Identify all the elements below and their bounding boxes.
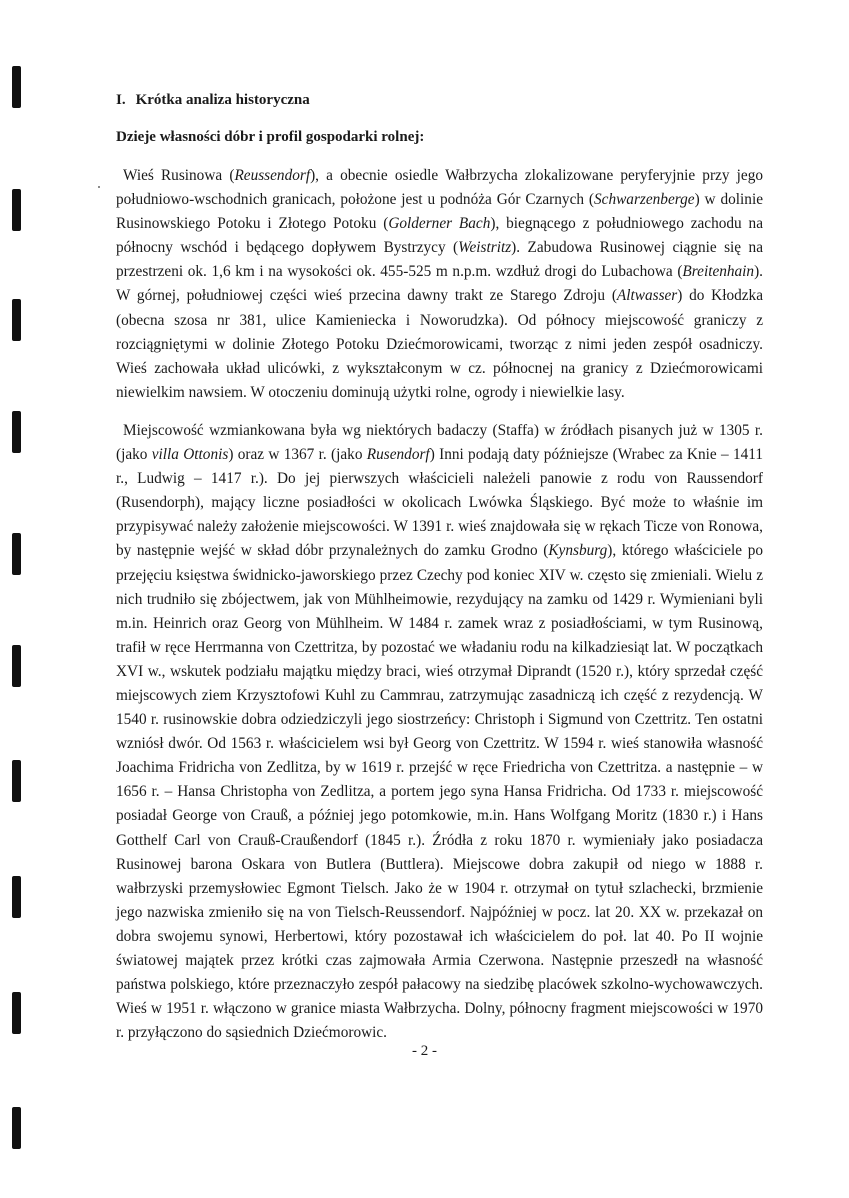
page-number: - 2 -: [412, 1043, 437, 1059]
german-name: Schwarzenberge: [594, 191, 695, 209]
scan-speck: [98, 186, 100, 188]
punch-hole-mark: [12, 1107, 21, 1149]
text-run: ), a obecnie osiedle Wałbrzycha zlokalizowane peryferyjnie przy jego południowo-wschodnich granicach, położone jest u podnóża Gór Czarnych (: [116, 167, 763, 209]
punch-hole-mark: [12, 66, 21, 108]
subsection-heading: Dzieje własności dóbr i profil gospodarki rolnej:: [116, 129, 425, 145]
paragraph-history: [116, 419, 763, 1045]
text-run: ) do Kłodzka (obecna szosa nr 381, ulice Kamieniecka i Noworudzka). Od północy miejscowość graniczy z rozciągniętymi w dolinie Złotego Potoku Dziećmorowicami, tworząc z nimi jeden zespół osadniczy. Wieś zachowała układ ulicówki, z wykształconym w cz. północnej na granicy z Dziećmorowicami niewielkim nawsiem. W otoczeniu dominują użytki rolne, ogrody i niewielkie lasy.: [116, 287, 763, 401]
text-run: Miejscowość wzmiankowana była wg niektórych badaczy (Staffa) w źródłach pisanych już w 1305 r. (jako: [116, 421, 763, 464]
historical-name: Rusendorf: [366, 446, 430, 464]
german-name: Altwasser: [616, 287, 678, 305]
historical-name: villa Ottonis: [151, 446, 229, 464]
punch-hole-mark: [12, 533, 21, 575]
section-heading: [116, 92, 763, 109]
punch-hole-mark: [12, 992, 21, 1034]
punch-hole-mark: [12, 189, 21, 231]
section-title: Krótka analiza historyczna: [135, 92, 310, 108]
punch-hole-mark: [12, 299, 21, 341]
document-body: [116, 92, 763, 1059]
german-name: Reussendorf: [234, 167, 311, 184]
german-name: Breitenhain: [682, 263, 755, 281]
punch-hole-mark: [12, 645, 21, 687]
text-run: ), biegnącego z południowego zachodu na północny wschód i będącego dopływem Bystrzycy (: [116, 215, 763, 257]
punch-hole-mark: [12, 760, 21, 802]
section-number: I.: [116, 92, 126, 108]
german-name: Weistritz: [458, 239, 512, 257]
text-run: ), którego właściciele po przejęciu księstwa świdnicko-jaworskiego przez Czechy pod koniec XIV w. często się zmieniali. Wielu z nich trudniło się zbójectwem, jak von Mühlheimowie, rezydujący na zamku od 1429 r. Wymieniani byli m.in. Heinrich oraz Georg von Mühlheim. W 1484 r. zamek wraz z posiadłościami, w tym Rusinową, trafił w ręce Herrmanna von Czettritza, by pozostać we władaniu rodu na kilkadziesiąt lat. W początkach XVI w., wskutek podziału majątku między braci, wieś otrzymał Diprandt (1520 r.), który sprzedał część miejscowych ziem Krzysztofowi Kuhl zu Cammrau, zatrzymując zasadniczą ich część z rezydencją. W 1540 r. rusinowskie dobra odziedziczyli jego siostrzeńcy: Christoph i Sigmund von Czettritz. Ten ostatni wzniósł dwór. Od 1563 r. właścicielem wsi był Georg von Czettritz. W 1594 r. wieś stanowiła własność Joachima Fridricha von Zedlitza, by w 1619 r. przejść w ręce Friedricha von Czettritza. a następnie – w 1656 r. – Hansa Christopha von Zedlitza, a portem jego syna Hansa Fridricha. Od 1733 r. miejscowość posiadał George von Crauß, a później jego potomkowie, m.in. Hans Wolfgang Moritz (1830 r.) i Hans Gotthelf Carl von Crauß-Craußendorf (1845 r.). Źródła z roku 1870 r. wymieniały jako posiadacza Rusinowej barona Oskara von Butlera (Buttlera). Miejscowe dobra zakupił od niego w 1888 r. wałbrzyski przemysłowiec Egmont Tielsch. Jako że w 1904 r. otrzymał on tytuł szlachecki, brzmienie jego nazwiska zmieniło się na von Tielsch-Reussendorf. Najpóźniej w pocz. lat 20. XX w. przekazał on dobra swojemu synowi, Herbertowi, który pozostawał ich właścicielem do poł. lat 40. Po II wojnie światowej majątek przez krótki czas zajmowała Armia Czerwona. Następnie przeszedł na własność państwa polskiego, które przeznaczyło zespół pałacowy na siedzibę placówek szkolno-wychowawczych. Wieś w 1951 r. włączono w granice miasta Wałbrzycha. Dolny, północny fragment miejscowości w 1970 r. przyłączono do sąsiednich Dziećmorowic.: [116, 542, 763, 1042]
punch-hole-mark: [12, 876, 21, 918]
historical-name: Kynsburg: [548, 542, 608, 560]
text-run: ) Inni podają daty późniejsze (Wrabec za Knie – 1411 r., Ludwig – 1417 r.). Do jej pierwszych właścicieli należeli panowie z rodu von Raussendorf (Rusendorph), mający liczne posiadłości w okolicach Lwówka Śląskiego. Być może to właśnie im przypisywać należy założenie miejscowości. W 1391 r. wieś znajdowała się w rękach Ticze von Ronowa, by następnie wejść w skład dóbr przynależnych do zamku Grodno (: [116, 446, 763, 560]
punch-hole-mark: [12, 411, 21, 453]
text-run: ). W górnej, południowej części wieś przecina dawny trakt ze Starego Zdroju (: [116, 263, 763, 305]
paragraph-location: [116, 164, 763, 405]
german-name: Golderner Bach: [388, 215, 491, 233]
text-run: ) oraz w 1367 r. (jako: [228, 446, 367, 464]
text-run: ) w dolinie Rusinowskiego Potoku i Złotego Potoku (: [116, 191, 763, 233]
text-run: Wieś Rusinowa (: [123, 167, 235, 184]
text-run: ). Zabudowa Rusinowej ciągnie się na przestrzeni ok. 1,6 km i na wysokości ok. 455-525 m n.p.m. wzdłuż drogi do Lubachowa (: [116, 239, 763, 281]
